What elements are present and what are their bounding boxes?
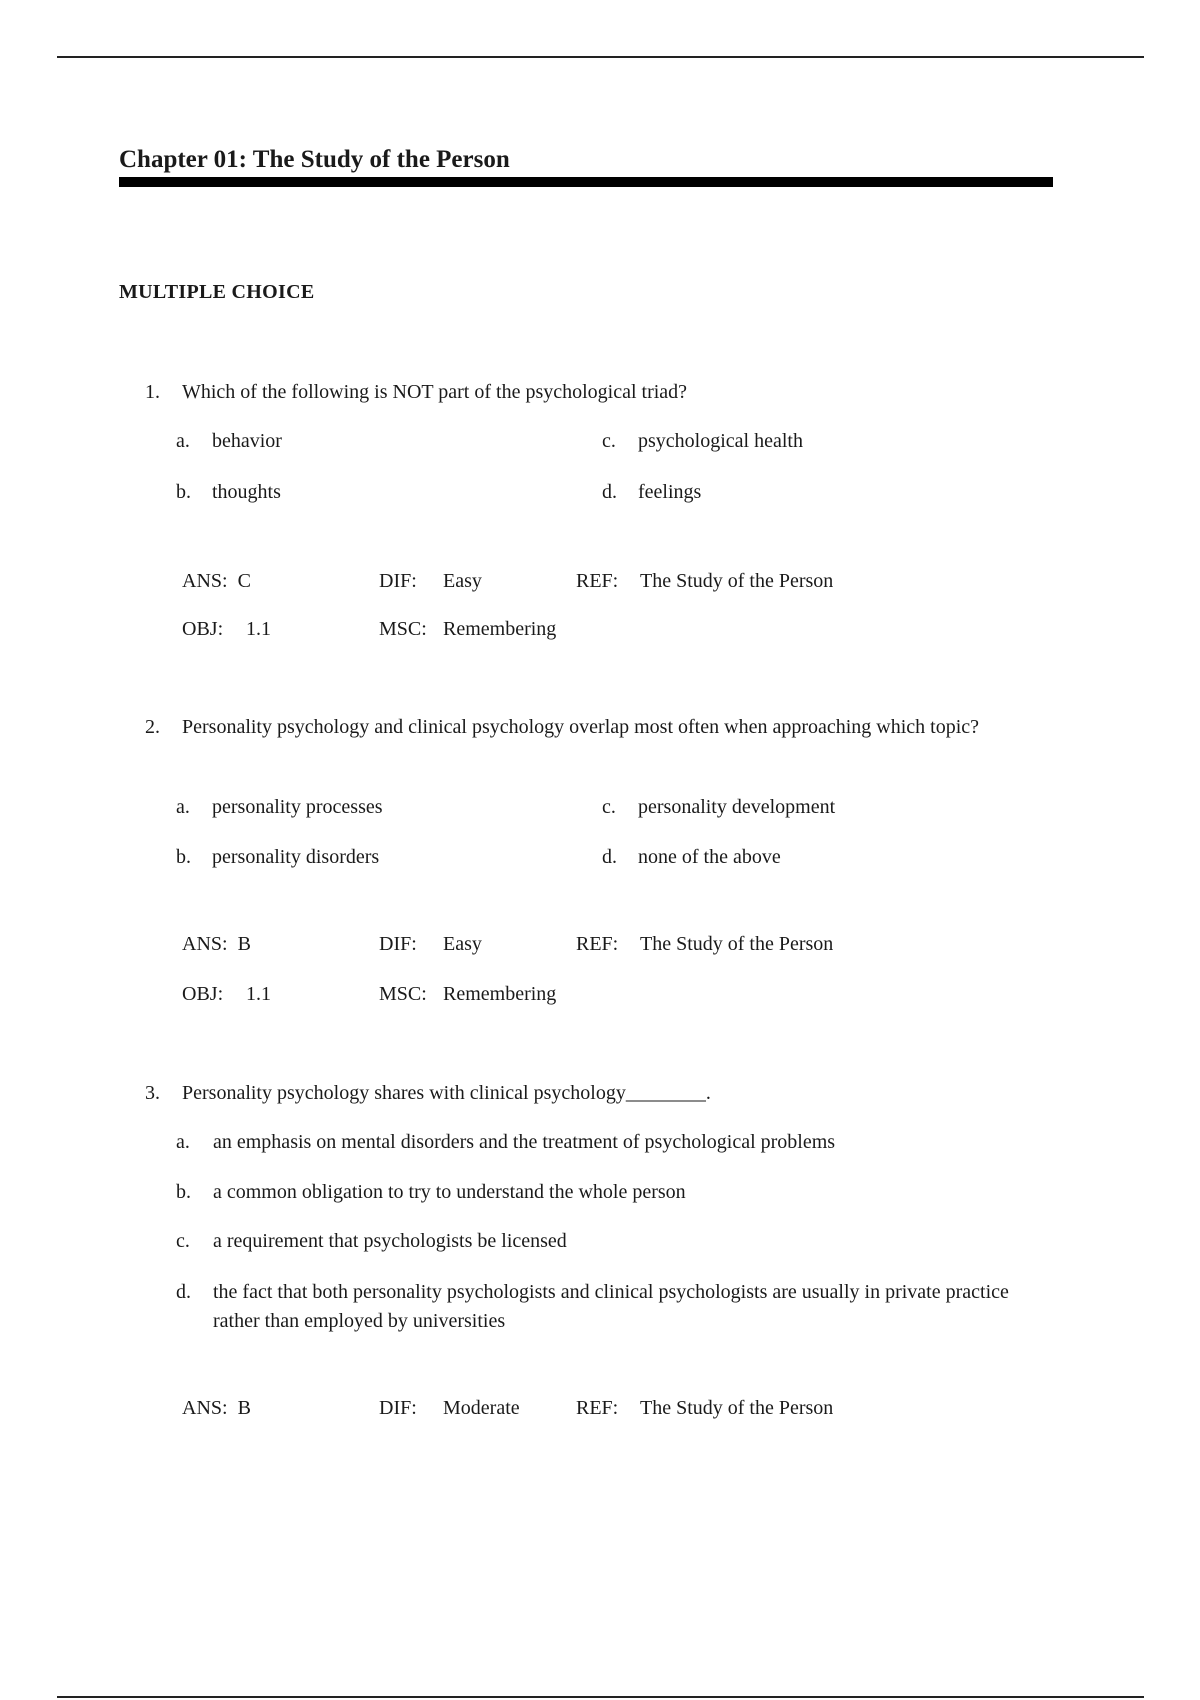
option-label: d. xyxy=(602,846,617,868)
difficulty-value: Moderate xyxy=(443,1397,520,1419)
option-label: a. xyxy=(176,430,190,452)
option-d xyxy=(602,846,781,869)
misc xyxy=(379,618,556,641)
difficulty-value: Easy xyxy=(443,570,482,592)
option-label: c. xyxy=(176,1230,190,1252)
reference-label: REF: xyxy=(576,933,619,955)
option-label: b. xyxy=(176,481,191,503)
option-text: personality disorders xyxy=(212,846,380,868)
misc-value: Remembering xyxy=(443,618,557,640)
section-heading: MULTIPLE CHOICE xyxy=(119,281,315,303)
misc-value: Remembering xyxy=(443,983,557,1005)
question-text: Personality psychology shares with clinical psychology________. xyxy=(182,1082,711,1104)
option-label: d. xyxy=(602,481,617,503)
question-text: Personality psychology and clinical psychology overlap most often when approaching which topic? xyxy=(182,716,980,738)
option-label: a. xyxy=(176,1131,190,1153)
objective-label: OBJ: xyxy=(182,618,224,640)
difficulty-label: DIF: xyxy=(379,1397,417,1419)
option-text: personality processes xyxy=(212,796,383,818)
option-label: b. xyxy=(176,1181,191,1203)
question-text: Which of the following is NOT part of the psychological triad? xyxy=(182,381,688,403)
answer-value: B xyxy=(237,1397,251,1419)
answer-value: B xyxy=(237,933,251,955)
option-b xyxy=(176,1178,1056,1207)
option-a xyxy=(176,430,282,453)
option-text: the fact that both personality psychologists and clinical psychologists are usually in private practice rather than employed by universities xyxy=(213,1281,1009,1332)
title-underline-bar xyxy=(119,177,1053,187)
reference-label: REF: xyxy=(576,570,619,592)
difficulty xyxy=(379,570,482,593)
answer xyxy=(182,933,251,956)
option-text: an emphasis on mental disorders and the treatment of psychological problems xyxy=(213,1131,836,1153)
option-c xyxy=(602,430,803,453)
misc-label: MSC: xyxy=(379,618,427,640)
option-text: feelings xyxy=(638,481,702,503)
difficulty-label: DIF: xyxy=(379,933,417,955)
reference xyxy=(576,933,833,956)
option-b xyxy=(176,846,379,869)
bottom-rule xyxy=(57,1696,1144,1698)
objective xyxy=(182,983,271,1006)
answer-label: ANS: xyxy=(182,933,228,955)
option-c xyxy=(602,796,835,819)
difficulty xyxy=(379,933,482,956)
question-number: 2. xyxy=(145,716,160,738)
option-text: none of the above xyxy=(638,846,781,868)
reference xyxy=(576,570,833,593)
answer-label: ANS: xyxy=(182,570,228,592)
option-a xyxy=(176,1128,1056,1157)
option-label: d. xyxy=(176,1281,191,1303)
misc-label: MSC: xyxy=(379,983,427,1005)
chapter-title: Chapter 01: The Study of the Person xyxy=(119,146,510,173)
reference-value: The Study of the Person xyxy=(640,933,834,955)
option-text: thoughts xyxy=(212,481,281,503)
question-number: 3. xyxy=(145,1082,160,1104)
answer xyxy=(182,1397,251,1420)
reference-label: REF: xyxy=(576,1397,619,1419)
option-a xyxy=(176,796,383,819)
option-label: a. xyxy=(176,796,190,818)
question-number: 1. xyxy=(145,381,160,403)
objective-value: 1.1 xyxy=(246,618,271,640)
top-rule xyxy=(57,56,1144,58)
objective-value: 1.1 xyxy=(246,983,271,1005)
difficulty-value: Easy xyxy=(443,933,482,955)
difficulty-label: DIF: xyxy=(379,570,417,592)
answer-value: C xyxy=(237,570,251,592)
option-text: a requirement that psychologists be licensed xyxy=(213,1230,567,1252)
option-text: psychological health xyxy=(638,430,803,452)
option-label: c. xyxy=(602,796,616,818)
option-d xyxy=(176,1278,1026,1336)
option-b xyxy=(176,481,281,504)
misc xyxy=(379,983,556,1006)
option-label: b. xyxy=(176,846,191,868)
reference-value: The Study of the Person xyxy=(640,570,834,592)
option-d xyxy=(602,481,701,504)
answer-label: ANS: xyxy=(182,1397,228,1419)
option-c xyxy=(176,1227,1056,1256)
reference xyxy=(576,1397,833,1420)
objective-label: OBJ: xyxy=(182,983,224,1005)
option-text: a common obligation to try to understand the whole person xyxy=(213,1181,686,1203)
answer xyxy=(182,570,251,593)
difficulty xyxy=(379,1397,520,1420)
option-text: behavior xyxy=(212,430,282,452)
option-label: c. xyxy=(602,430,616,452)
objective xyxy=(182,618,271,641)
option-text: personality development xyxy=(638,796,836,818)
reference-value: The Study of the Person xyxy=(640,1397,834,1419)
